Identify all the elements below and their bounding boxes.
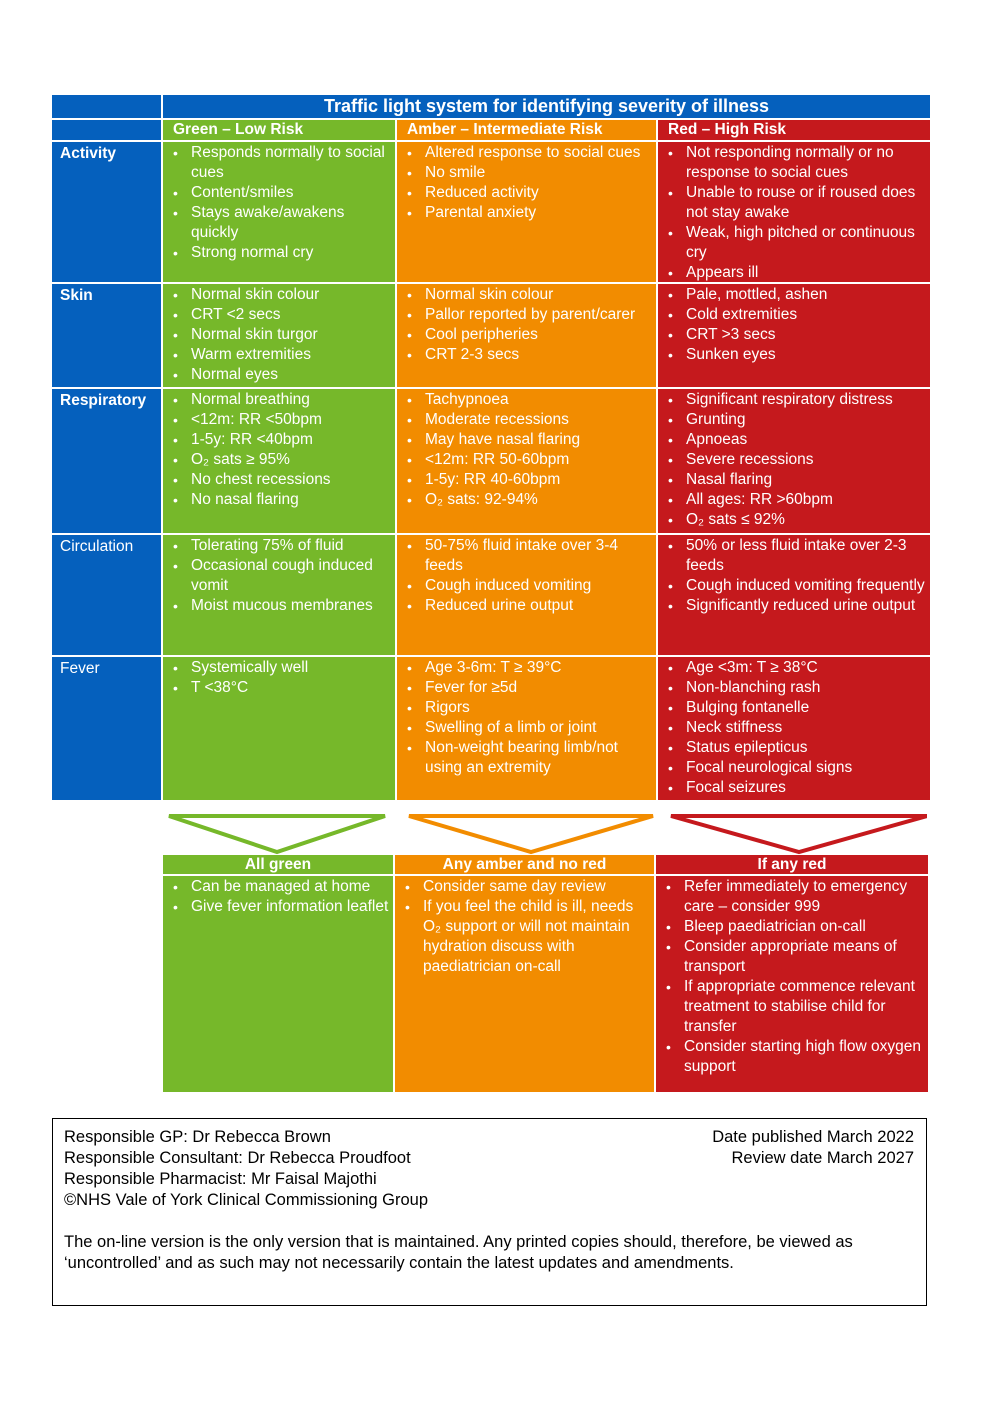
bullet-list	[397, 389, 656, 510]
bullet-list	[397, 535, 656, 616]
list-item: • O₂ sats: 92-94%	[405, 490, 652, 510]
list-item: • 1-5y: RR <40bpm	[171, 430, 391, 450]
list-item: • Cough induced vomiting frequently	[666, 576, 926, 596]
list-item: • Consider starting high flow oxygen support	[664, 1037, 924, 1077]
list-item: • All ages: RR >60bpm	[666, 490, 926, 510]
list-item: • <12m: RR <50bpm	[171, 410, 391, 430]
list-item: • CRT <2 secs	[171, 305, 391, 325]
bullet-list	[163, 142, 395, 263]
action-table	[163, 855, 927, 1092]
column-header-amber: Amber – Intermediate Risk	[397, 120, 656, 140]
list-item: • Content/smiles	[171, 183, 391, 203]
list-item: • Severe recessions	[666, 450, 926, 470]
list-item: • Rigors	[405, 698, 652, 718]
circulation-red-cell	[658, 535, 930, 655]
list-item: • O₂ sats ≥ 95%	[171, 450, 391, 470]
list-item: • Age 3-6m: T ≥ 39°C	[405, 658, 652, 678]
list-item: • Normal skin turgor	[171, 325, 391, 345]
list-item: • CRT 2-3 secs	[405, 345, 652, 365]
action-header-red: If any red	[656, 855, 928, 874]
list-item: • Strong normal cry	[171, 243, 391, 263]
list-item: • Unable to rouse or if roused does not stay awake	[666, 183, 926, 223]
list-item: • Moderate recessions	[405, 410, 652, 430]
review-date: Review date March 2027	[731, 1149, 914, 1167]
responsible-consultant: Responsible Consultant: Dr Rebecca Proudfoot	[64, 1149, 411, 1167]
list-item: • No nasal flaring	[171, 490, 391, 510]
list-item: • T <38°C	[171, 678, 391, 698]
list-item: • Pallor reported by parent/carer	[405, 305, 652, 325]
list-item: • May have nasal flaring	[405, 430, 652, 450]
respiratory-green-cell	[163, 389, 395, 533]
list-item: • Neck stiffness	[666, 718, 926, 738]
list-item: • Give fever information leaflet	[171, 897, 389, 917]
list-item: • Normal skin colour	[405, 285, 652, 305]
list-item: • Warm extremities	[171, 345, 391, 365]
list-item: • Altered response to social cues	[405, 143, 652, 163]
list-item: • No smile	[405, 163, 652, 183]
bullet-list	[163, 284, 395, 385]
bullet-list	[163, 389, 395, 510]
list-item: • Consider appropriate means of transport	[664, 937, 924, 977]
list-item: • Grunting	[666, 410, 926, 430]
disclaimer-text: The on-line version is the only version that is maintained. Any printed copies should, therefore, be viewed as ‘uncontrolled’ and as such may not necessarily contain the latest updates and amendments.	[64, 1233, 853, 1272]
list-item: • Bulging fontanelle	[666, 698, 926, 718]
list-item: • Weak, high pitched or continuous cry	[666, 223, 926, 263]
traffic-light-table	[52, 95, 927, 794]
list-item: • Age <3m: T ≥ 38°C	[666, 658, 926, 678]
column-header-red: Red – High Risk	[658, 120, 930, 140]
circulation-amber-cell	[397, 535, 656, 655]
down-arrows	[163, 812, 927, 856]
skin-amber-cell	[397, 284, 656, 387]
bullet-list	[656, 876, 928, 1077]
fever-amber-cell	[397, 657, 656, 800]
list-item: • If appropriate commence relevant treatment to stabilise child for transfer	[664, 977, 924, 1037]
list-item: • Apnoeas	[666, 430, 926, 450]
list-item: • Tolerating 75% of fluid	[171, 536, 391, 556]
list-item: • Cold extremities	[666, 305, 926, 325]
list-item: • 1-5y: RR 40-60bpm	[405, 470, 652, 490]
row-label-circulation: Circulation	[52, 535, 161, 655]
bullet-list	[163, 876, 393, 917]
activity-green-cell	[163, 142, 395, 282]
fever-red-cell	[658, 657, 930, 800]
list-item: • Non-blanching rash	[666, 678, 926, 698]
list-item: • Normal breathing	[171, 390, 391, 410]
bullet-list	[163, 535, 395, 616]
list-item: • Significant respiratory distress	[666, 390, 926, 410]
list-item: • Fever for ≥5d	[405, 678, 652, 698]
list-item: • Bleep paediatrician on-call	[664, 917, 924, 937]
list-item: • Can be managed at home	[171, 877, 389, 897]
list-item: • Refer immediately to emergency care – consider 999	[664, 877, 924, 917]
green-down-arrow-icon	[169, 816, 385, 852]
list-item: • Consider same day review	[403, 877, 650, 897]
list-item: • Not responding normally or no response to social cues	[666, 143, 926, 183]
copyright-line: ©NHS Vale of York Clinical Commissioning Group	[64, 1191, 428, 1209]
action-red-cell	[656, 876, 928, 1092]
list-item: • 50% or less fluid intake over 2-3 feeds	[666, 536, 926, 576]
circulation-green-cell	[163, 535, 395, 655]
respiratory-red-cell	[658, 389, 930, 533]
row-label-skin: Skin	[52, 284, 161, 387]
list-item: • Sunken eyes	[666, 345, 926, 365]
list-item: • Tachypnoea	[405, 390, 652, 410]
row-label-fever: Fever	[52, 657, 161, 800]
row-label-activity: Activity	[52, 142, 161, 282]
bullet-list	[658, 657, 930, 798]
list-item: • Nasal flaring	[666, 470, 926, 490]
date-published: Date published March 2022	[712, 1128, 914, 1146]
dates-block	[712, 1127, 914, 1169]
table-corner	[52, 95, 161, 118]
bullet-list	[163, 657, 395, 698]
responsible-pharmacist: Responsible Pharmacist: Mr Faisal Majothi	[64, 1170, 377, 1188]
red-down-arrow-icon	[671, 816, 927, 852]
list-item: • Focal neurological signs	[666, 758, 926, 778]
list-item: • Focal seizures	[666, 778, 926, 798]
responsibility-list	[64, 1127, 428, 1211]
bullet-list	[658, 284, 930, 365]
list-item: • Non-weight bearing limb/not using an extremity	[405, 738, 652, 778]
bullet-list	[397, 284, 656, 365]
respiratory-amber-cell	[397, 389, 656, 533]
list-item: • Stays awake/awakens quickly	[171, 203, 391, 243]
list-item: • Reduced activity	[405, 183, 652, 203]
list-item: • If you feel the child is ill, needs O₂ support or will not maintain hydration discuss with paediatrician on-call	[403, 897, 650, 977]
list-item: • Parental anxiety	[405, 203, 652, 223]
list-item: • Cool peripheries	[405, 325, 652, 345]
skin-green-cell	[163, 284, 395, 387]
activity-amber-cell	[397, 142, 656, 282]
list-item: • CRT >3 secs	[666, 325, 926, 345]
row-label-respiratory: Respiratory	[52, 389, 161, 533]
amber-down-arrow-icon	[409, 816, 653, 852]
bullet-list	[397, 142, 656, 223]
list-item: • Significantly reduced urine output	[666, 596, 926, 616]
document-info-box	[52, 1118, 927, 1306]
list-item: • Appears ill	[666, 263, 926, 282]
list-item: • Responds normally to social cues	[171, 143, 391, 183]
action-amber-cell	[395, 876, 654, 1092]
table-title: Traffic light system for identifying severity of illness	[163, 95, 930, 118]
action-header-amber: Any amber and no red	[395, 855, 654, 874]
list-item: • Status epilepticus	[666, 738, 926, 758]
list-item: • Pale, mottled, ashen	[666, 285, 926, 305]
bullet-list	[395, 876, 654, 977]
fever-green-cell	[163, 657, 395, 800]
action-header-green: All green	[163, 855, 393, 874]
list-item: • Systemically well	[171, 658, 391, 678]
list-item: • 50-75% fluid intake over 3-4 feeds	[405, 536, 652, 576]
list-item: • Reduced urine output	[405, 596, 652, 616]
bullet-list	[397, 657, 656, 778]
list-item: • Occasional cough induced vomit	[171, 556, 391, 596]
list-item: • <12m: RR 50-60bpm	[405, 450, 652, 470]
responsible-gp: Responsible GP: Dr Rebecca Brown	[64, 1128, 331, 1146]
list-item: • Swelling of a limb or joint	[405, 718, 652, 738]
list-item: • O₂ sats ≤ 92%	[666, 510, 926, 530]
column-header-green: Green – Low Risk	[163, 120, 395, 140]
list-item: • Normal skin colour	[171, 285, 391, 305]
bullet-list	[658, 535, 930, 616]
list-item: • Moist mucous membranes	[171, 596, 391, 616]
list-item: • No chest recessions	[171, 470, 391, 490]
bullet-list	[658, 142, 930, 282]
list-item: • Normal eyes	[171, 365, 391, 385]
activity-red-cell	[658, 142, 930, 282]
row-header-blank	[52, 120, 161, 140]
list-item: • Cough induced vomiting	[405, 576, 652, 596]
action-green-cell	[163, 876, 393, 1092]
bullet-list	[658, 389, 930, 530]
skin-red-cell	[658, 284, 930, 387]
